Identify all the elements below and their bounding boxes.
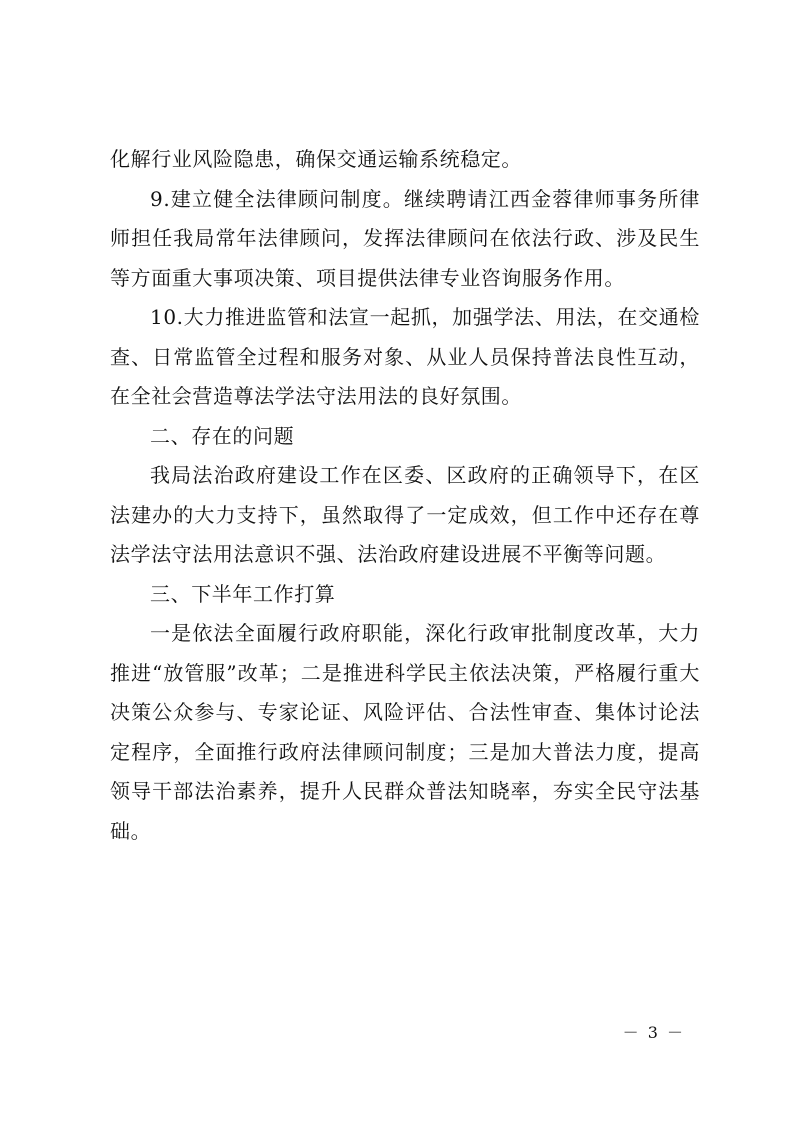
plan-text-1: 依法全面履行政府职能，深化行政审批制度改革，大力推进“放管服”改革； xyxy=(110,621,700,685)
plan-lead-1: 一是 xyxy=(150,621,193,645)
paragraph-item-9: 9.建立健全法律顾问制度。继续聘请江西金蓉律师事务所律师担任我局常年法律顾问，发挥法律顾问在依法行政、涉及民生等方面重大事项决策、项目提供法律专业咨询服务作用。 xyxy=(110,186,700,290)
section-heading-problems: 二、存在的问题 xyxy=(150,423,295,448)
paragraph-problems: 我局法治政府建设工作在区委、区政府的正确领导下，在区法建办的大力支持下，虽然取得了一定成效，但工作中还存在尊法学法守法用法意识不强、法治政府建设进展不平衡等问题。 xyxy=(110,463,700,566)
page-number: － 3 － xyxy=(622,1023,685,1042)
section-heading-plan: 三、下半年工作打算 xyxy=(150,581,336,606)
plan-text-3: 加大普法力度，提高领导干部法治素养，提升人民群众普法知晓率，夯实全民守法基础。 xyxy=(110,739,700,843)
plan-text-2: 推进科学民主依法决策，严格履行重大决策公众参与、专家论证、风险评估、合法性审查、集体讨论法定程序，全面推行政府法律顾问制度； xyxy=(110,660,701,764)
document-body xyxy=(110,140,700,851)
plan-lead-2: 二是 xyxy=(300,660,343,685)
paragraph-item-10: 10.大力推进监管和法宣一起抓，加强学法、用法，在交通检查、日常监管全过程和服务对象、从业人员保持普法良性互动，在全社会营造尊法学法守法用法的良好氛围。 xyxy=(110,305,700,408)
paragraph-continuation: 化解行业风险隐患，确保交通运输系统稳定。 xyxy=(110,147,522,171)
paragraph-plan xyxy=(110,614,700,851)
plan-lead-3: 三是 xyxy=(468,739,511,764)
